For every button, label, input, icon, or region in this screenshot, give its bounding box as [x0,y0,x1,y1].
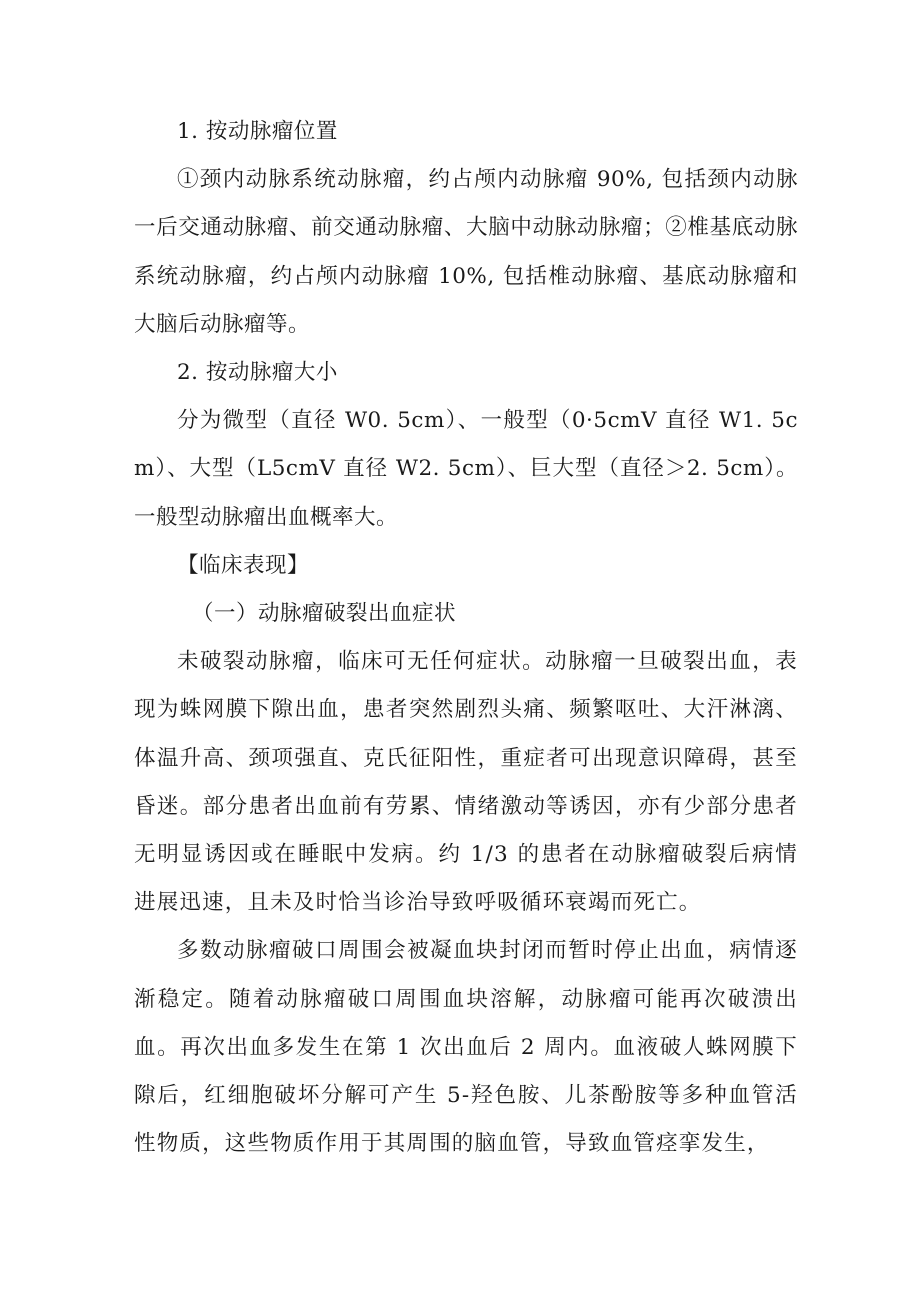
section-heading-location: 1. 按动脉瘤位置 [177,119,338,144]
document-body [134,108,798,1168]
paragraph-rupture-symptoms: 未破裂动脉瘤，临床可无任何症状。动脉瘤一旦破裂出血，表现为蛛网膜下隙出血，患者突然剧烈头痛、频繁呕吐、大汗淋漓、体温升高、颈项强直、克氏征阳性，重症者可出现意识障碍，甚至昏迷。部分患者出血前有劳累、情绪激动等诱因，亦有少部分患者无明显诱因或在睡眠中发病。约 1/3 的患者在动脉瘤破裂后病情进展迅速，且未及时恰当诊治导致呼吸循环衰竭而死亡。 [134,649,798,916]
paragraph-rebleeding: 多数动脉瘤破口周围会被凝血块封闭而暂时停止出血，病情逐渐稳定。随着动脉瘤破口周围血块溶解，动脉瘤可能再次破溃出血。再次出血多发生在第 1 次出血后 2 周内。血液破人蛛网膜下隙后，红细胞破坏分解可产生 5-羟色胺、儿茶酚胺等多种血管活性物质，这些物质作用于其周围的脑血管，导致血管痉挛发生， [134,938,798,1157]
paragraph-size-body: 分为微型（直径 W0. 5cm）、一般型（0·5cmV 直径 W1. 5cm）、大型（L5cmV 直径 W2. 5cm）、巨大型（直径＞2. 5cm）。一般型动脉瘤出血概率大。 [134,408,798,530]
paragraph-location-body: ①颈内动脉系统动脉瘤，约占颅内动脉瘤 90%, 包括颈内动脉一后交通动脉瘤、前交通动脉瘤、大脑中动脉动脉瘤；②椎基底动脉系统动脉瘤，约占颅内动脉瘤 10%, 包括椎动脉瘤、基底动脉瘤和大脑后动脉瘤等。 [134,167,798,337]
section-heading-size: 2. 按动脉瘤大小 [177,360,338,386]
sub-heading-rupture-symptoms: （一）动脉瘤破裂出血症状 [192,601,457,627]
clinical-manifestations-heading: 【临床表现】 [177,552,310,578]
